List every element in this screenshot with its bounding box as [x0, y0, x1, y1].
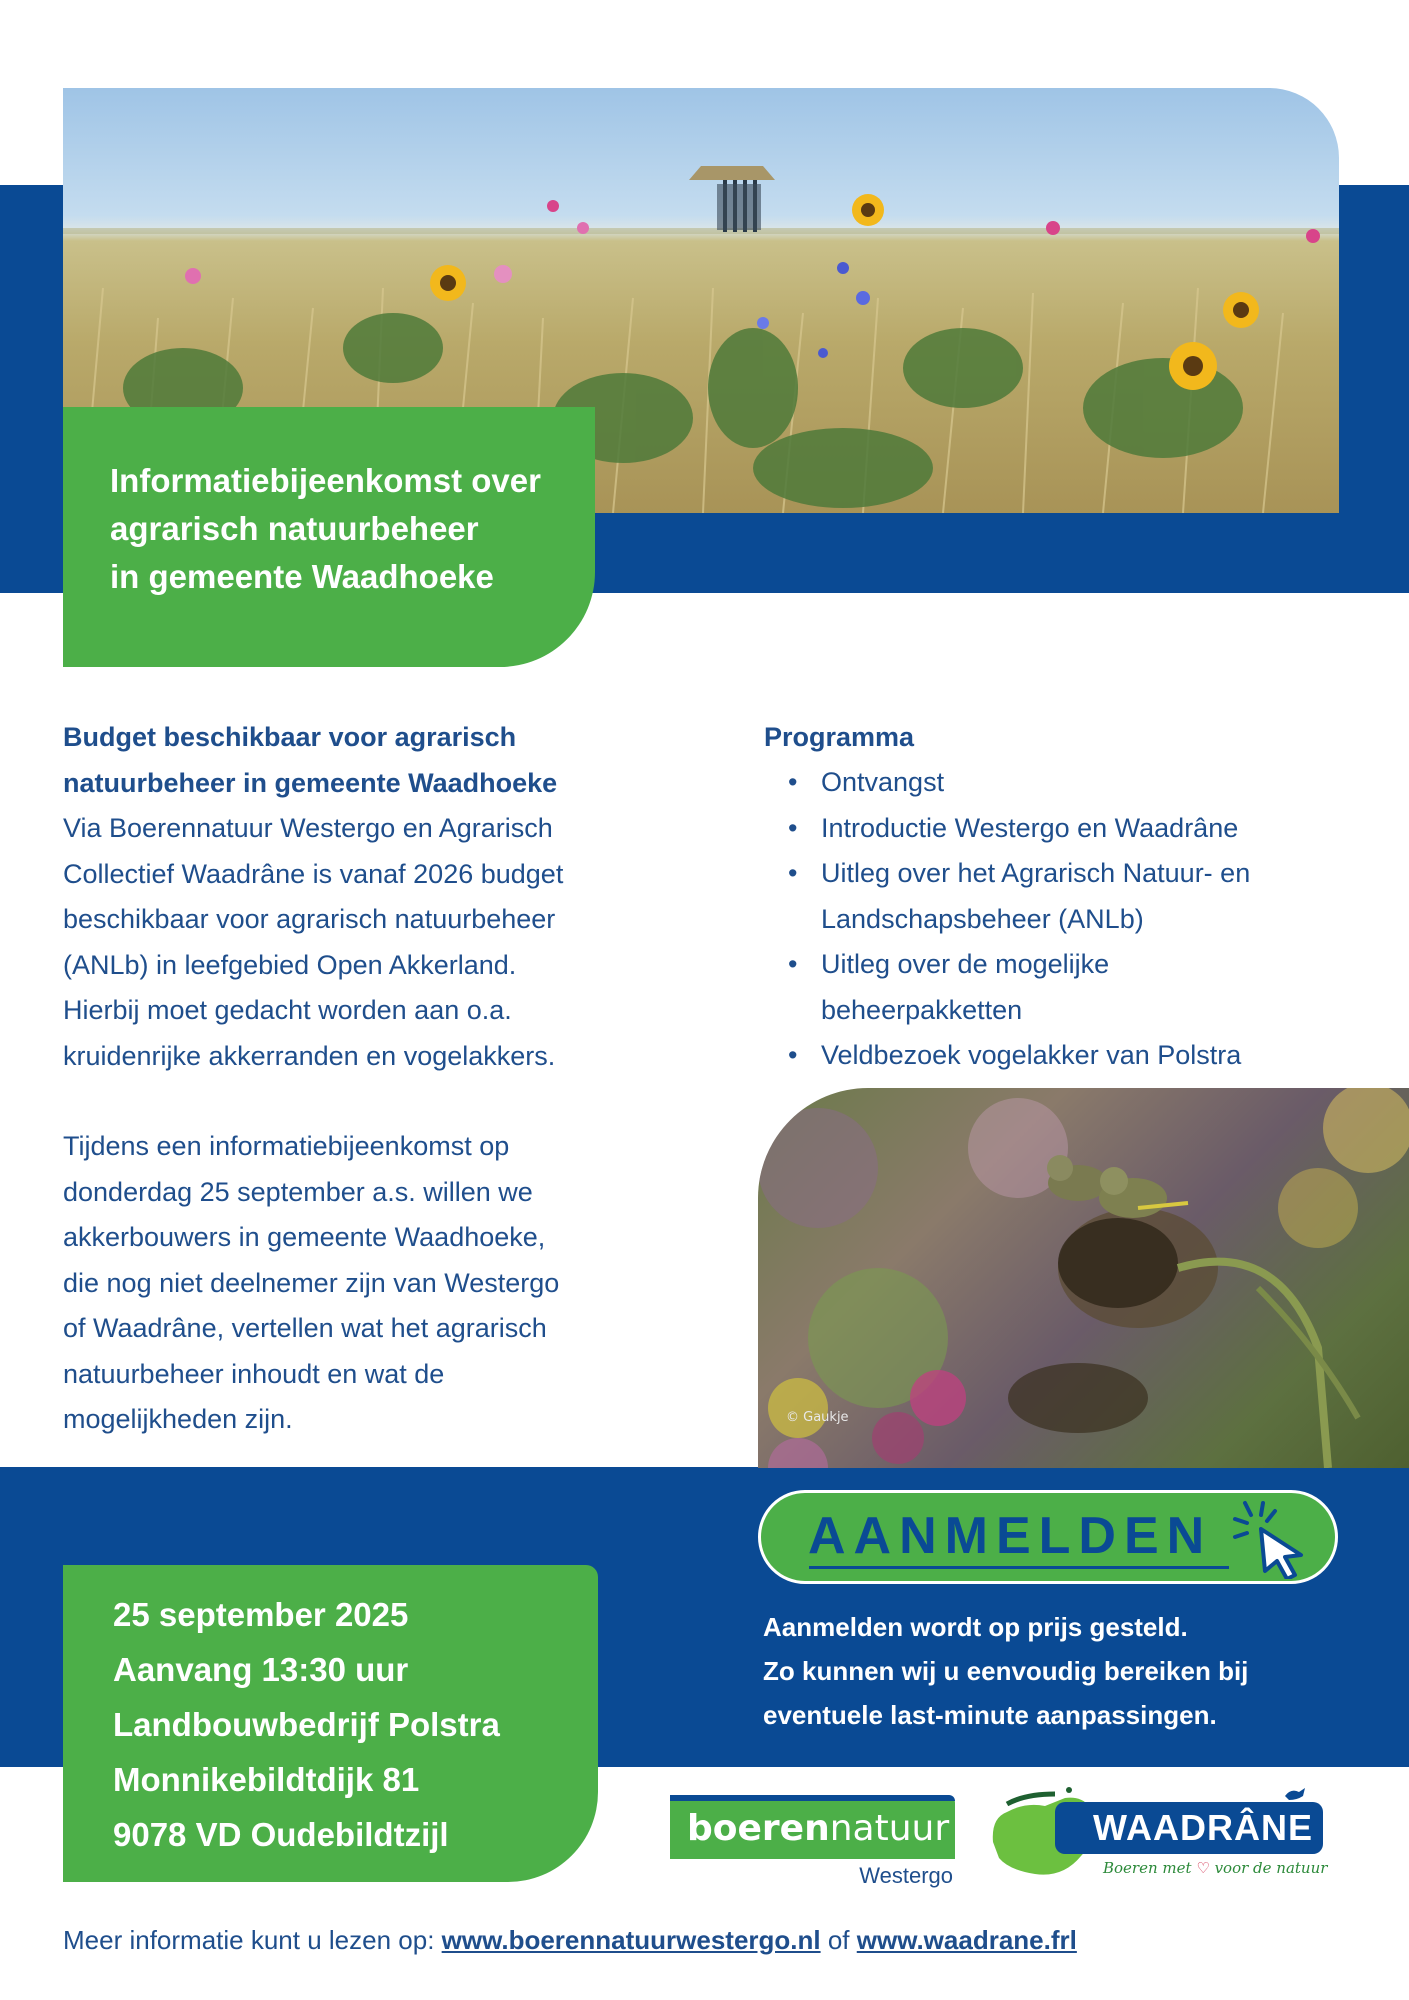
notice-line: Zo kunnen wij u eenvoudig bereiken bij	[763, 1656, 1249, 1686]
boerennatuur-link[interactable]: www.boerennatuurwestergo.nl	[441, 1925, 821, 1955]
bullet-icon: •	[788, 812, 798, 843]
intro-text-line: donderdag 25 september a.s. willen we	[63, 1176, 533, 1207]
cursor-click-icon	[1231, 1499, 1321, 1579]
list-item: • Uitleg over het Agrarisch Natuur- en Landschapsbeheer (ANLb)	[764, 851, 1344, 942]
photo-watermark: © Gaukje	[786, 1410, 849, 1425]
intro-text-line: Collectief Waadrâne is vanaf 2026 budget	[63, 858, 564, 889]
intro-text-line: beschikbaar voor agrarisch natuurbeheer	[63, 904, 556, 934]
programma-heading: Programma	[764, 722, 915, 752]
register-notice	[763, 1605, 1363, 1737]
intro-text-line: Via Boerennatuur Westergo en Agrarisch	[63, 813, 553, 843]
event-venue: Landbouwbedrijf Polstra	[113, 1706, 500, 1743]
bullet-icon: •	[788, 858, 798, 888]
bullet-icon: •	[788, 1040, 798, 1070]
intro-text-line: die nog niet deelnemer zijn van Westergo	[63, 1267, 560, 1298]
intro-text-line: mogelijkheden zijn.	[63, 1404, 293, 1434]
list-item: • Ontvangst	[764, 760, 1344, 806]
intro-text-line: Tijdens een informatiebijeenkomst op	[63, 1131, 510, 1161]
intro-text-line: kruidenrijke akkerranden en vogelakkers.	[63, 1040, 556, 1071]
register-button-label: AANMELDEN	[808, 1507, 1213, 1565]
heart-icon: ♡	[1196, 1859, 1210, 1877]
waadrane-name: WAADRÂNE	[1093, 1807, 1313, 1848]
waadrane-slogan: Boeren met ♡ voor de natuur	[1103, 1859, 1328, 1877]
intro-text-line: (ANLb) in leefgebied Open Akkerland.	[63, 949, 517, 980]
waadrane-link[interactable]: www.waadrane.frl	[856, 1925, 1077, 1955]
event-address: Monnikebildtdijk 81	[113, 1761, 420, 1798]
list-item: • Veldbezoek vogelakker van Polstra	[764, 1033, 1344, 1079]
event-postcode: 9078 VD Oudebildtzijl	[113, 1816, 449, 1853]
intro-heading: natuurbeheer in gemeente Waadhoeke	[63, 768, 558, 798]
footer-prefix: Meer informatie kunt u lezen op:	[63, 1925, 442, 1955]
boerennatuur-westergo-logo: boerennatuur Westergo	[670, 1795, 955, 1885]
greenfinch-sunflower-photo	[758, 1088, 1409, 1468]
intro-paragraph-2	[63, 1124, 683, 1443]
event-details-box	[63, 1565, 598, 1882]
programma-section	[764, 714, 1344, 1079]
list-item: • Introductie Westergo en Waadrâne	[764, 806, 1344, 852]
title-line: Informatiebijeenkomst over	[110, 462, 541, 499]
intro-text-line: akkerbouwers in gemeente Waadhoeke,	[63, 1222, 546, 1252]
intro-text-line: of Waadrâne, vertellen wat het agrarisch	[63, 1313, 547, 1343]
sunflower-icon	[430, 194, 1259, 390]
bullet-icon: •	[788, 949, 798, 979]
intro-section	[63, 714, 683, 1443]
title-line: agrarisch natuurbeheer	[110, 510, 479, 547]
event-time: Aanvang 13:30 uur	[113, 1651, 409, 1688]
list-item: • Uitleg over de mogelijke beheerpakketten	[764, 942, 1344, 1033]
title-line: in gemeente Waadhoeke	[110, 558, 494, 595]
notice-line: Aanmelden wordt op prijs gesteld.	[763, 1612, 1188, 1642]
register-button[interactable]	[758, 1490, 1338, 1584]
footer-info	[63, 1922, 1363, 1958]
bullet-icon: •	[788, 767, 798, 797]
register-underline	[809, 1566, 1229, 1569]
notice-line: eventuele last-minute aanpassingen.	[763, 1700, 1217, 1730]
pavilion-shape	[689, 166, 775, 232]
event-title-box	[63, 407, 595, 667]
intro-heading: Budget beschikbaar voor agrarisch	[63, 722, 517, 752]
footer-middle: of	[820, 1925, 857, 1955]
programma-list	[764, 760, 1344, 1079]
intro-text-line: natuurbeheer inhoudt en wat de	[63, 1358, 445, 1389]
logo-subtitle: Westergo	[859, 1863, 953, 1888]
event-date: 25 september 2025	[113, 1596, 409, 1633]
waadrane-logo	[985, 1782, 1340, 1882]
intro-text-line: Hierbij moet gedacht worden aan o.a.	[63, 995, 512, 1025]
